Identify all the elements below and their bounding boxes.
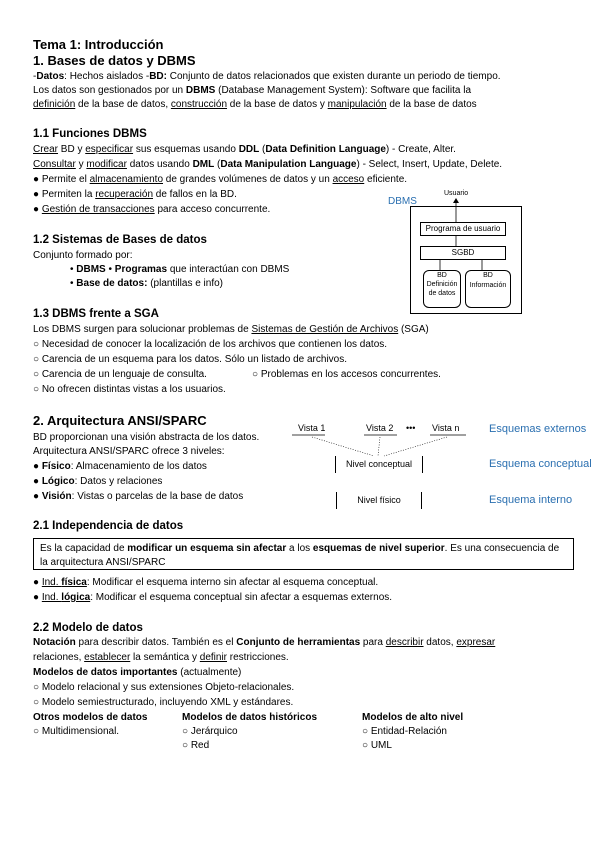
s2-line-1: BD proporcionan una visión abstracta de los datos. [33,432,260,443]
esquema-conceptual-label: Esquema conceptual [489,458,592,470]
esquema-interno-label: Esquema interno [489,494,573,506]
dbms-diagram-label: DBMS [388,196,417,207]
usuario-label: Usuario [444,190,469,197]
col-alto-nivel-item: ○ Entidad-Relación [362,726,447,737]
programa-usuario-box: Programa de usuario [420,222,506,236]
s1-line-1: -Datos: Hechos aislados -BD: Conjunto de datos relacionados que existen durante un periodo de tiempo. [33,71,501,82]
s22-line-2: relaciones, establecer la semántica y definir restricciones. [33,652,289,663]
s11-line-4: ● Permiten la recuperación de fallos en la BD. [33,189,237,200]
vista-dots: ••• [406,423,416,433]
vista-2-label: Vista 2 [366,423,394,433]
col-otros-heading: Otros modelos de datos [33,712,148,723]
s13-line-1: Los DBMS surgen para solucionar problemas de Sistemas de Gestión de Archivos (SGA) [33,324,429,335]
bd-informacion-cylinder: BD Información [465,270,511,308]
col-otros-item: ○ Multidimensional. [33,726,120,737]
nivel-conceptual-box: Nivel conceptual [335,456,423,473]
s2-bullet-vision: ● Visión: Vistas o parcelas de la base de datos [33,491,244,502]
s13-line-4b: ○ Problemas en los accesos concurrentes. [252,369,441,380]
section-1-heading: 1. Bases de datos y DBMS [33,53,196,68]
independencia-definition-box: Es la capacidad de modificar un esquema sin afectar a los esquemas de nivel superior. Es una consecuencia de la arquitectura ANSI/SPARC [33,538,574,570]
s13-line-5: ○ No ofrecen distintas vistas a los usuarios. [33,384,226,395]
s12-bullet-1: • DBMS • Programas que interactúan con DBMS [70,264,290,275]
bd-definicion-cylinder: BD Definición de datos [423,270,461,308]
s11-line-3: ● Permite el almacenamiento de grandes volúmenes de datos y un acceso eficiente. [33,174,408,185]
col-alto-nivel-item: ○ UML [362,740,392,751]
vista-n-label: Vista n [432,423,460,433]
s22-line-1: Notación para describir datos. También es el Conjunto de herramientas para describir datos, expresar [33,637,496,648]
col-alto-nivel-heading: Modelos de alto nivel [362,712,464,723]
s13-line-4a: ○ Carencia de un lenguaje de consulta. [33,369,207,380]
s2-bullet-fisico: ● Físico: Almacenamiento de los datos [33,461,207,472]
col-historicos-item: ○ Jerárquico [182,726,238,737]
col-historicos-item: ○ Red [182,740,210,751]
s22-line-4: ○ Modelo relacional y sus extensiones Objeto-relacionales. [33,682,295,693]
s11-line-5: ● Gestión de transacciones para acceso concurrente. [33,204,271,215]
esquemas-externos-label: Esquemas externos [489,423,587,435]
vista-1-label: Vista 1 [298,423,326,433]
s13-line-2: ○ Necesidad de conocer la localización de los archivos que contienen los datos. [33,339,388,350]
section-2-heading: 2. Arquitectura ANSI/SPARC [33,413,207,428]
section-1-1-heading: 1.1 Funciones DBMS [33,128,147,140]
page-title: Tema 1: Introducción [33,37,164,52]
s11-line-2: Consultar y modificar datos usando DML (Data Manipulation Language) - Select, Insert, Update, Delete. [33,159,503,170]
nivel-fisico-box: Nivel físico [336,492,422,509]
s13-line-3: ○ Carencia de un esquema para los datos. Sólo un listado de archivos. [33,354,348,365]
s2-bullet-logico: ● Lógico: Datos y relaciones [33,476,163,487]
s22-line-5: ○ Modelo semiestructurado, incluyendo XML y estándares. [33,697,294,708]
s2-line-2: Arquitectura ANSI/SPARC ofrece 3 niveles: [33,446,225,457]
section-2-2-heading: 2.2 Modelo de datos [33,622,143,634]
s21-ind-fisica: ● Ind. física: Modificar el esquema interno sin afectar al esquema conceptual. [33,577,379,588]
s12-bullet-2: • Base de datos: (plantillas e info) [70,278,224,289]
section-1-2-heading: 1.2 Sistemas de Bases de datos [33,234,207,246]
s21-ind-logica: ● Ind. lógica: Modificar el esquema conceptual sin afectar a esquemas externos. [33,592,393,603]
s1-line-2: Los datos son gestionados por un DBMS (Database Management System): Software que facilita la [33,85,472,96]
s22-line-3: Modelos de datos importantes (actualmente) [33,667,242,678]
section-2-1-heading: 2.1 Independencia de datos [33,520,184,532]
section-1-3-heading: 1.3 DBMS frente a SGA [33,308,159,320]
sgbd-box: SGBD [420,246,506,260]
s1-line-3: definición de la base de datos, construcción de la base de datos y manipulación de la base de datos [33,99,477,110]
col-historicos-heading: Modelos de datos históricos [182,712,318,723]
s11-line-1: Crear BD y especificar sus esquemas usando DDL (Data Definition Language) - Create, Alter. [33,144,456,155]
s12-intro: Conjunto formado por: [33,250,133,261]
